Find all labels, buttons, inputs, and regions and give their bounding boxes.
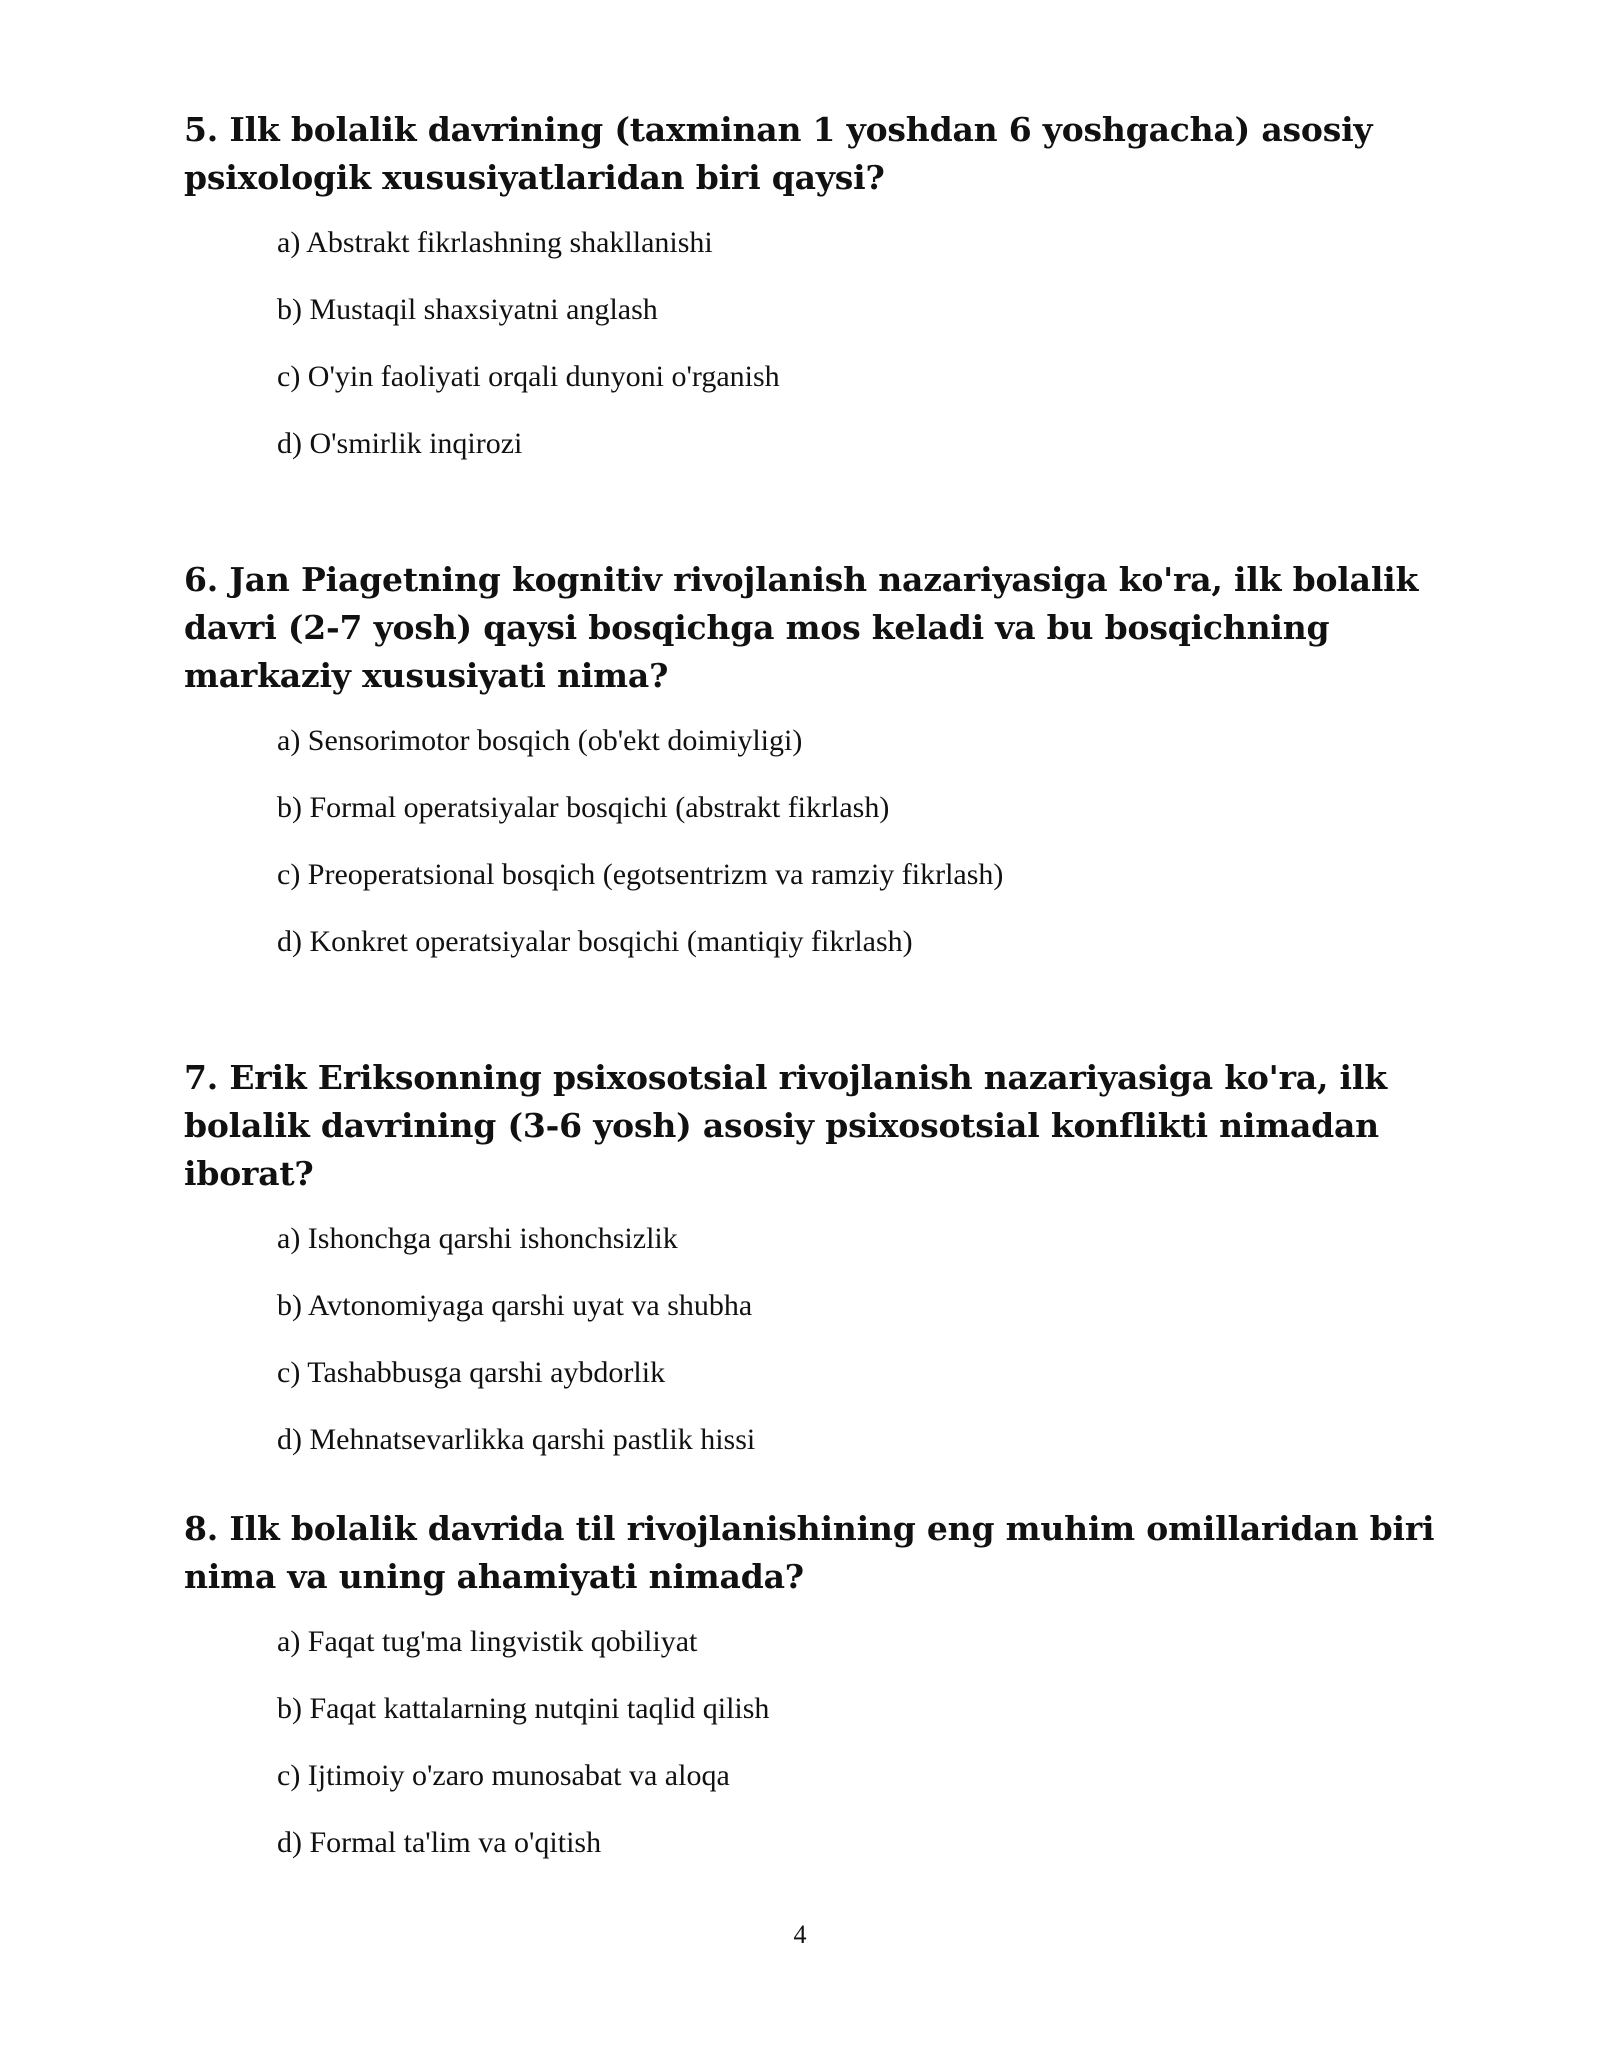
question-text: 7. Erik Eriksonning psixosotsial rivojlanish nazariyasiga ko'ra, ilk bolalik davrining (3-6 yosh) asosiy psixosotsial konflikti nimadan iborat? <box>184 1058 1387 1193</box>
option-c: c) Tashabbusga qarshi aybdorlik <box>277 1356 666 1389</box>
question-6 <box>184 556 1464 959</box>
option-d: d) O'smirlik inqirozi <box>277 427 523 460</box>
question-text: 5. Ilk bolalik davrining (taxminan 1 yoshdan 6 yoshgacha) asosiy psixologik xususiyatlaridan biri qaysi? <box>184 110 1373 197</box>
question-7 <box>184 1054 1464 1457</box>
option-d: d) Formal ta'lim va o'qitish <box>277 1826 602 1859</box>
page-number: 4 <box>793 1920 807 1949</box>
option-c: c) O'yin faoliyati orqali dunyoni o'rganish <box>277 360 780 393</box>
option-b: b) Avtonomiyaga qarshi uyat va shubha <box>277 1289 753 1322</box>
question-8 <box>184 1505 1464 1860</box>
option-b: b) Faqat kattalarning nutqini taqlid qilish <box>277 1692 770 1725</box>
answer-options <box>277 1625 1557 1860</box>
option-a: a) Abstrakt fikrlashning shakllanishi <box>277 226 713 259</box>
option-a: a) Sensorimotor bosqich (ob'ekt doimiyligi) <box>277 724 803 757</box>
option-d: d) Konkret operatsiyalar bosqichi (mantiqiy fikrlash) <box>277 925 913 958</box>
question-5 <box>184 106 1464 461</box>
option-a: a) Faqat tug'ma lingvistik qobiliyat <box>277 1625 698 1658</box>
answer-options <box>277 724 1557 959</box>
answer-options <box>277 1222 1557 1457</box>
option-c: c) Ijtimoiy o'zaro munosabat va aloqa <box>277 1759 730 1792</box>
option-a: a) Ishonchga qarshi ishonchsizlik <box>277 1222 678 1255</box>
option-d: d) Mehnatsevarlikka qarshi pastlik hissi <box>277 1423 756 1456</box>
option-b: b) Formal operatsiyalar bosqichi (abstrakt fikrlash) <box>277 791 890 824</box>
option-b: b) Mustaqil shaxsiyatni anglash <box>277 293 658 326</box>
option-c: c) Preoperatsional bosqich (egotsentrizm va ramziy fikrlash) <box>277 858 1004 891</box>
question-text: 6. Jan Piagetning kognitiv rivojlanish nazariyasiga ko'ra, ilk bolalik davri (2-7 yosh) qaysi bosqichga mos keladi va bu bosqichning markaziy xususiyati nima? <box>184 560 1419 695</box>
question-text: 8. Ilk bolalik davrida til rivojlanishining eng muhim omillaridan biri nima va uning ahamiyati nimada? <box>184 1509 1435 1596</box>
answer-options <box>277 226 1557 461</box>
